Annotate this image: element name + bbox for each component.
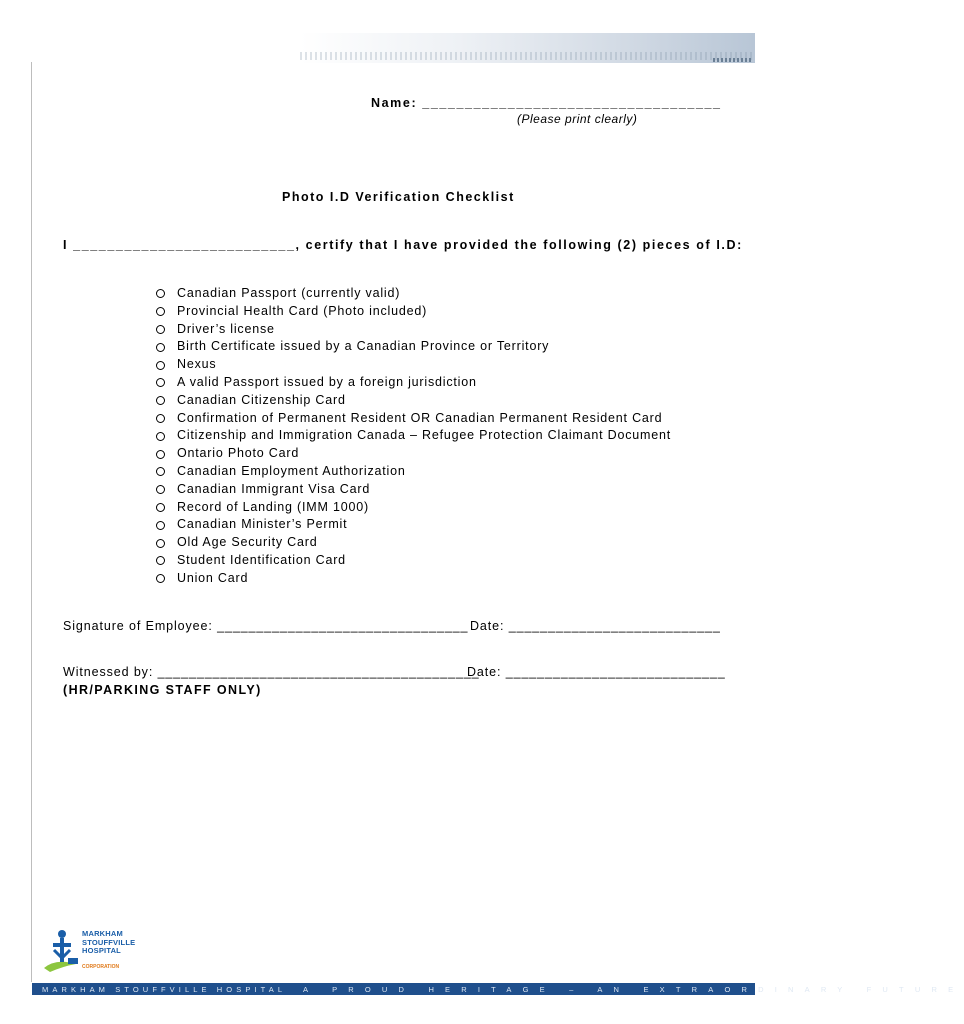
page-left-rule xyxy=(31,62,32,982)
checkbox-circle-icon[interactable] xyxy=(156,503,165,512)
form-title: Photo I.D Verification Checklist xyxy=(282,190,515,204)
checklist-item-label: Canadian Minister’s Permit xyxy=(177,517,348,532)
footer-bar xyxy=(32,983,964,995)
checklist-item-label: Ontario Photo Card xyxy=(177,446,300,461)
checklist-item-label: Canadian Passport (currently valid) xyxy=(177,286,401,300)
name-field[interactable]: Name: ___________________________________ xyxy=(371,96,722,110)
footer-tagline: A PROUD HERITAGE – AN EXTRAORDINARY FUTURE xyxy=(303,984,964,994)
logo-line: HOSPITAL xyxy=(82,946,121,955)
checkbox-circle-icon[interactable] xyxy=(156,521,165,530)
checklist-item[interactable] xyxy=(155,392,671,410)
checklist-item[interactable] xyxy=(155,427,671,445)
hospital-logo-wordmark xyxy=(82,930,135,956)
checklist-item-label: Canadian Citizenship Card xyxy=(177,392,346,407)
checklist-item-label: Record of Landing (IMM 1000) xyxy=(177,499,369,514)
hospital-logo xyxy=(42,928,172,976)
witness-date-field[interactable]: Date: ____________________________ xyxy=(467,665,726,679)
checkbox-circle-icon[interactable] xyxy=(156,574,165,583)
checkbox-circle-icon[interactable] xyxy=(156,325,165,334)
checklist-item-label: A valid Passport issued by a foreign jurisdiction xyxy=(177,374,477,389)
checklist-item-label: Citizenship and Immigration Canada – Refugee Protection Claimant Document xyxy=(177,428,672,443)
logo-line: STOUFFVILLE xyxy=(82,937,136,947)
staff-only-note: (HR/PARKING STAFF ONLY) xyxy=(63,683,262,697)
checklist-item[interactable] xyxy=(155,570,671,588)
checklist-item[interactable] xyxy=(155,356,671,374)
checklist-item[interactable] xyxy=(155,516,671,534)
checkbox-circle-icon[interactable] xyxy=(156,539,165,548)
checkbox-circle-icon[interactable] xyxy=(156,343,165,352)
checklist-item[interactable] xyxy=(155,285,671,303)
checklist-item[interactable] xyxy=(155,534,671,552)
checklist-item[interactable] xyxy=(155,410,671,428)
checklist-item-label: Old Age Security Card xyxy=(177,535,318,550)
checkbox-circle-icon[interactable] xyxy=(156,556,165,565)
checkbox-circle-icon[interactable] xyxy=(156,414,165,423)
checklist-item-label: Student Identification Card xyxy=(177,552,346,567)
checklist-item-label: Canadian Immigrant Visa Card xyxy=(177,481,371,496)
certify-statement[interactable]: I __________________________, certify that I have provided the following (2) pieces of I.D: xyxy=(63,238,743,252)
checklist-item-label: Provincial Health Card (Photo included) xyxy=(177,303,428,318)
logo-subtitle: CORPORATION xyxy=(82,964,120,970)
checklist-item-label: Union Card xyxy=(177,570,249,585)
hospital-logo-icon xyxy=(42,928,82,976)
witness-signature-field[interactable]: Witnessed by: _________________________________________ xyxy=(63,665,480,679)
employee-date-field[interactable]: Date: ___________________________ xyxy=(470,619,721,633)
checklist-item[interactable] xyxy=(155,321,671,339)
checkbox-circle-icon[interactable] xyxy=(156,450,165,459)
employee-signature-field[interactable]: Signature of Employee: ________________________________ xyxy=(63,619,469,633)
checkbox-circle-icon[interactable] xyxy=(156,378,165,387)
checkbox-circle-icon[interactable] xyxy=(156,361,165,370)
checklist-item[interactable] xyxy=(155,374,671,392)
checklist-item[interactable] xyxy=(155,552,671,570)
checkbox-circle-icon[interactable] xyxy=(156,289,165,298)
checklist-item[interactable] xyxy=(155,463,671,481)
header-banner xyxy=(300,33,755,63)
checklist-item[interactable] xyxy=(155,445,671,463)
checklist-item-label: Driver’s license xyxy=(177,321,275,336)
checkbox-circle-icon[interactable] xyxy=(156,467,165,476)
header-banner-dots xyxy=(713,58,753,62)
checklist-item[interactable] xyxy=(155,499,671,517)
checklist-item[interactable] xyxy=(155,303,671,321)
name-hint: (Please print clearly) xyxy=(517,112,638,126)
header-banner-lines xyxy=(300,52,755,60)
id-checklist xyxy=(155,285,671,588)
checkbox-circle-icon[interactable] xyxy=(156,485,165,494)
checkbox-circle-icon[interactable] xyxy=(156,432,165,441)
checklist-item[interactable] xyxy=(155,338,671,356)
checklist-item-label: Confirmation of Permanent Resident OR Canadian Permanent Resident Card xyxy=(177,410,663,425)
footer-hospital-name: MARKHAM STOUFFVILLE HOSPITAL xyxy=(42,984,287,994)
checklist-item[interactable] xyxy=(155,481,671,499)
checklist-item-label: Nexus xyxy=(177,357,217,372)
checklist-item-label: Canadian Employment Authorization xyxy=(177,463,406,478)
checkbox-circle-icon[interactable] xyxy=(156,307,165,316)
logo-line: MARKHAM xyxy=(82,929,123,938)
checklist-item-label: Birth Certificate issued by a Canadian Province or Territory xyxy=(177,339,550,354)
checkbox-circle-icon[interactable] xyxy=(156,396,165,405)
